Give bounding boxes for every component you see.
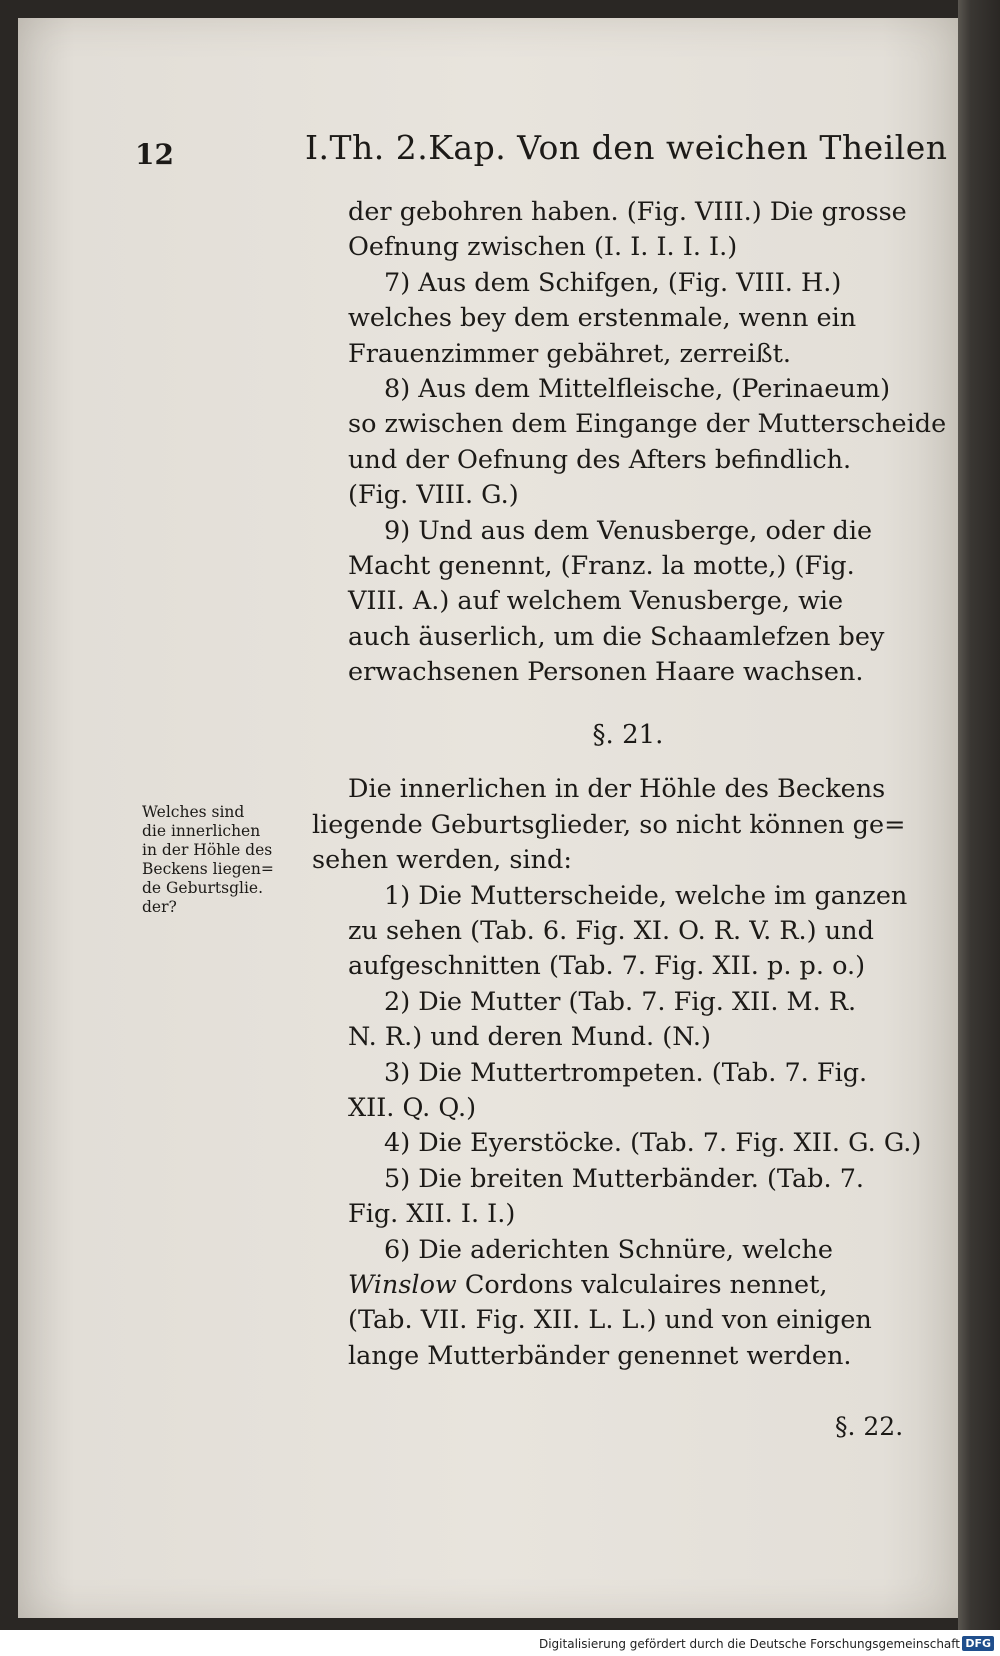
marginal-line: Beckens liegen= xyxy=(142,860,274,878)
marginal-line: in der Höhle des xyxy=(142,841,273,859)
text-line: so zwischen dem Eingange der Mutterscheide xyxy=(348,409,947,440)
author-name: Winslow xyxy=(348,1269,457,1300)
text-line: der gebohren haben. (Fig. VIII.) Die grosse xyxy=(348,197,907,227)
text-line: Frauenzimmer gebähret, zerreißt. xyxy=(348,338,792,369)
marginal-line: die innerlichen xyxy=(142,822,261,840)
marginal-line: de Geburtsglie. xyxy=(142,879,264,897)
text-line: Oefnung zwischen (I. I. I. I. I.) xyxy=(348,232,738,263)
list-item-1: 1) Die Mutterscheide, welche im ganzen xyxy=(384,880,908,911)
list-item-2: 2) Die Mutter (Tab. 7. Fig. XII. M. R. xyxy=(384,986,857,1017)
marginal-note xyxy=(142,803,312,917)
list-item-8: 8) Aus dem Mittelfleische, (Perinaeum) xyxy=(384,373,891,404)
text-line: lange Mutterbänder genennet werden. xyxy=(348,1340,852,1371)
text-line: welches bey dem erstenmale, wenn ein xyxy=(348,303,857,334)
text-line: Macht genennt, (Franz. la motte,) (Fig. xyxy=(348,550,855,581)
text-line: N. R.) und deren Mund. (N.) xyxy=(348,1022,711,1053)
marginal-line: Welches sind xyxy=(142,803,245,821)
text-line: auch äuserlich, um die Schaamlefzen bey xyxy=(348,621,885,652)
section-intro-line: sehen werden, sind: xyxy=(312,845,572,876)
section-heading-21: §. 21. xyxy=(592,720,664,751)
catchword: §. 22. xyxy=(835,1412,904,1441)
list-item-6: 6) Die aderichten Schnüre, welche xyxy=(384,1234,833,1265)
text-line: erwachsenen Personen Haare wachsen. xyxy=(348,657,864,688)
digitization-credit: Digitalisierung gefördert durch die Deutsche Forschungsgemeinschaft xyxy=(538,1637,960,1651)
text-line: zu sehen (Tab. 6. Fig. XI. O. R. V. R.) und xyxy=(348,916,874,947)
text-line xyxy=(348,1268,908,1303)
text-segment: Cordons valculaires nennet, xyxy=(456,1269,828,1300)
text-line: Fig. XII. I. I.) xyxy=(348,1199,516,1230)
page-number: 12 xyxy=(135,138,174,171)
list-item-7: 7) Aus dem Schifgen, (Fig. VIII. H.) xyxy=(384,267,842,298)
list-item-9: 9) Und aus dem Venusberge, oder die xyxy=(384,515,873,546)
main-text xyxy=(312,195,947,1374)
marginal-line: der? xyxy=(142,898,177,916)
dfg-logo: DFG xyxy=(962,1636,994,1651)
section-intro-line: liegende Geburtsglieder, so nicht können ge= xyxy=(312,809,906,840)
list-item-3: 3) Die Muttertrompeten. (Tab. 7. Fig. xyxy=(384,1057,868,1088)
text-line: (Tab. VII. Fig. XII. L. L.) und von einigen xyxy=(348,1305,872,1336)
section-intro-line: Die innerlichen in der Höhle des Beckens xyxy=(348,774,886,805)
text-line: VIII. A.) auf welchem Venusberge, wie xyxy=(348,586,844,617)
text-line: und der Oefnung des Afters befindlich. xyxy=(348,444,852,475)
text-line: (Fig. VIII. G.) xyxy=(348,480,519,511)
text-line: aufgeschnitten (Tab. 7. Fig. XII. p. p. o.) xyxy=(348,951,866,982)
book-binding-edge xyxy=(958,0,1000,1656)
text-line: XII. Q. Q.) xyxy=(348,1092,477,1123)
list-item-4: 4) Die Eyerstöcke. (Tab. 7. Fig. XII. G. G.) xyxy=(384,1128,922,1159)
running-head: I.Th. 2.Kap. Von den weichen Theilen xyxy=(305,128,948,167)
list-item-5: 5) Die breiten Mutterbänder. (Tab. 7. xyxy=(384,1163,865,1194)
